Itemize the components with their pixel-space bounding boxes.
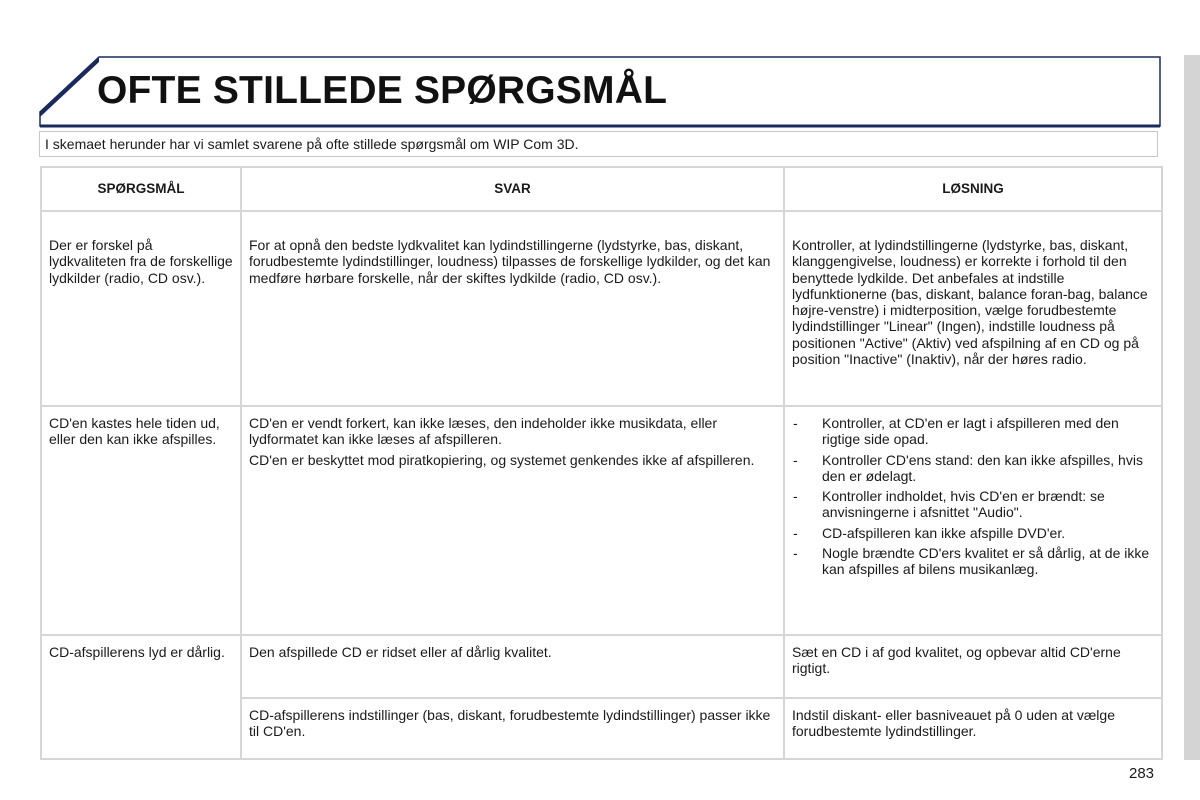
table-row bbox=[41, 211, 1162, 406]
solution-cell bbox=[784, 406, 1162, 635]
page-number: 283 bbox=[1129, 765, 1155, 782]
table-row bbox=[41, 635, 1162, 698]
answer-cell bbox=[241, 406, 784, 635]
table-row bbox=[41, 406, 1162, 635]
list-item: - Kontroller, at CD'en er lagt i afspilleren med den rigtige side opad. bbox=[792, 415, 1154, 448]
answer-cell: Den afspillede CD er ridset eller af dårlig kvalitet. bbox=[241, 635, 784, 698]
list-item: - CD-afspilleren kan ikke afspille DVD'er. bbox=[792, 525, 1154, 541]
faq-table bbox=[40, 166, 1163, 760]
solution-list bbox=[792, 415, 1154, 578]
solution-cell: Kontroller, at lydindstillingerne (lydstyrke, bas, diskant, klanggengivelse, loudness) er korrekte i forhold til den benyttede lydkilde. Det anbefales at indstille lydfunktionerne (bas, diskant, balance foran-bag, balance højre-venstre) i midterposition, vælge forudbestemte lydindstillinger "Linear" (Ingen), indstille loudness på positionen "Active" (Aktiv) ved afspilning af en CD og på position "Inactive" (Inaktiv), når der høres radio. bbox=[784, 211, 1162, 406]
answer-cell: For at opnå den bedste lydkvalitet kan lydindstillingerne (lydstyrke, bas, diskant, forudbestemte lydindstillinger, loudness) tilpasses de forskellige lydkilder, og det kan medføre hørbare forskelle, når der skiftes lydkilde (radio, CD osv.). bbox=[241, 211, 784, 406]
column-header-solution: LØSNING bbox=[784, 167, 1162, 211]
table-header-row bbox=[41, 167, 1162, 211]
question-cell: CD-afspillerens lyd er dårlig. bbox=[41, 635, 241, 759]
answer-paragraph: CD'en er beskyttet mod piratkopiering, og systemet genkendes ikke af afspilleren. bbox=[249, 451, 755, 468]
list-item: - Nogle brændte CD'ers kvalitet er så dårlig, at de ikke kan afspilles af bilens musikanlæg. bbox=[792, 545, 1154, 578]
question-cell: CD'en kastes hele tiden ud, eller den kan ikke afspilles. bbox=[41, 406, 241, 635]
column-header-question: SPØRGSMÅL bbox=[41, 167, 241, 211]
list-item: - Kontroller CD'ens stand: den kan ikke afspilles, hvis den er ødelagt. bbox=[792, 452, 1154, 485]
intro-text: I skemaet herunder har vi samlet svarene på ofte stillede spørgsmål om WIP Com 3D. bbox=[39, 131, 1158, 157]
page-title: OFTE STILLEDE SPØRGSMÅL bbox=[97, 69, 668, 112]
solution-cell: Indstil diskant- eller basniveauet på 0 uden at vælge forudbestemte lydindstillinger. bbox=[784, 698, 1162, 759]
list-item: - Kontroller indholdet, hvis CD'en er brændt: se anvisningerne i afsnittet "Audio". bbox=[792, 488, 1154, 521]
answer-cell: CD-afspillerens indstillinger (bas, diskant, forudbestemte lydindstillinger) passer ikke til CD'en. bbox=[241, 698, 784, 759]
column-header-answer: SVAR bbox=[241, 167, 784, 211]
solution-cell: Sæt en CD i af god kvalitet, og opbevar altid CD'erne rigtigt. bbox=[784, 635, 1162, 698]
side-tab-bar bbox=[1184, 55, 1200, 760]
question-cell: Der er forskel på lydkvaliteten fra de forskellige lydkilder (radio, CD osv.). bbox=[41, 211, 241, 406]
answer-paragraph: CD'en er vendt forkert, kan ikke læses, den indeholder ikke musikdata, eller lydformatet kan ikke læses af afspilleren. bbox=[249, 415, 718, 448]
